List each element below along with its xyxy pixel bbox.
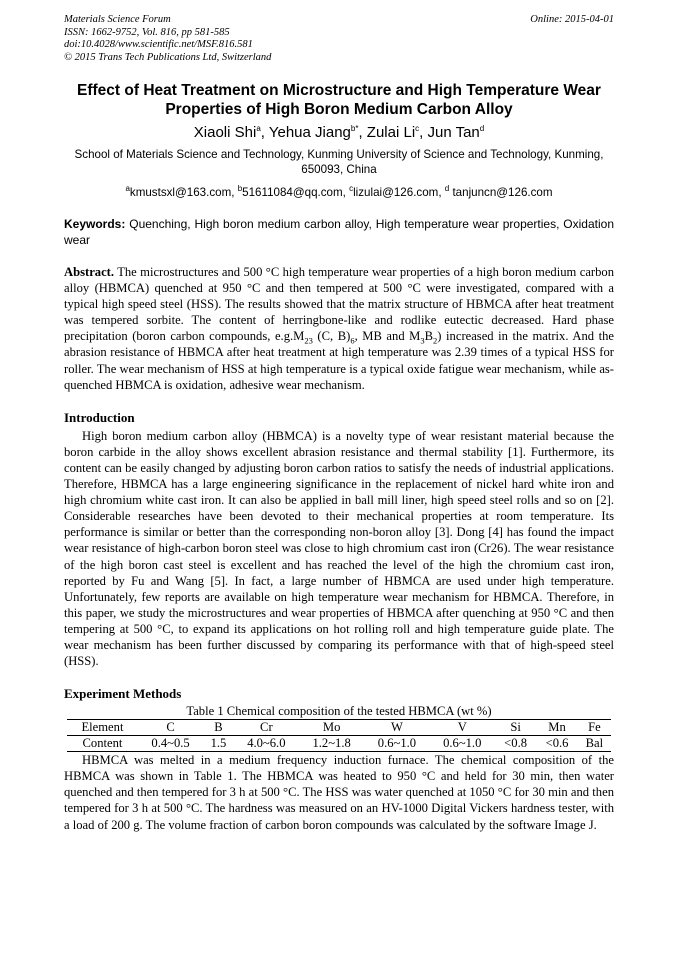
table-header-cell: Fe <box>588 720 601 735</box>
table-cell: 1.5 <box>210 736 227 751</box>
table-header-cell: W <box>391 720 403 735</box>
table-cell: Bal <box>585 736 604 751</box>
table-cell: <0.6 <box>545 736 569 751</box>
email[interactable]: $^c$lizulai@126.com, <box>349 184 445 199</box>
table-header-cell: Element <box>81 720 124 735</box>
keywords-label: Keywords: <box>64 217 126 231</box>
author: Jun Tan$^d$ <box>427 124 485 141</box>
issn-line: ISSN: 1662-9752, Vol. 816, pp 581-585 <box>64 26 230 38</box>
introduction-paragraph: High boron medium carbon alloy (HBMCA) is a novelty type of wear resistant material because the boron carbide in the alloy shows excellent abrasion resistance and thermal stability [1]. Furthermore, its content can be easily changed by adjusting boron carbon ratios to satisfy the needs of industrial applications. Therefore, HBMCA has a large engineering significance in the replacement of nickel hard white iron and high chromium white cast iron. It can also be applied in ball mill liner, high speed steel rolls and so on [2]. Considerable researches have been devoted to their mechanical properties at room temperature. Its performance is similar or better than the corresponding non-boron alloy [3]. Dong [4] has found the impact wear resistance of high-carbon boron steel was close to high chromium cast iron (Cr26). The wear resistance of the high boron cast steel is excellent and has reached the level of the high the chromium cast iron, reported by Fu and Wang [5]. In fact, a large number of HBMCA are used under high temperature. Unfortunately, few reports are available on high temperature wear mechanism for HBMCA. Therefore, in this paper, we study the microstructures and wear properties of HBMCA after quenching at 950 °C and then tempering at 500 °C, to expand its applications on hot rolling roll and high temperature guide plate. The wear mechanism has been further discussed by comparing its performance with that of high-speed steel (HSS). <box>64 428 614 669</box>
table-cell: 1.2~1.8 <box>312 736 351 751</box>
table-row <box>67 736 611 752</box>
table-header-cell: Si <box>510 720 521 735</box>
table-caption: Table 1 Chemical composition of the tested HBMCA (wt %) <box>186 704 492 719</box>
author-list <box>64 123 614 142</box>
affiliation: School of Materials Science and Technology, Kunming University of Science and Technology, Kunming, 650093, China <box>74 148 604 176</box>
table-cell: Content <box>82 736 123 751</box>
experiment-paragraph: HBMCA was melted in a medium frequency induction furnace. The chemical composition of the HBMCA was shown in Table 1. The HBMCA was heated to 950 °C and held for 30 min, then water quenched and then tempered for 3 h at 500 °C. The HSS was water quenched at 1050 °C for 30 min and then tempered for 3 h at 500 °C. The hardness was measured on an HV-1000 Digital Vickers hardness tester, with a load of 200 g. The volume fraction of carbon boron compounds was calculated by the software Image J. <box>64 753 614 832</box>
table-header-cell: C <box>166 720 175 735</box>
online-date: Online: 2015-04-01 <box>530 14 614 25</box>
table-cell: <0.8 <box>504 736 528 751</box>
table-header-cell: B <box>214 720 223 735</box>
paper-title: Effect of Heat Treatment on Microstructure and High Temperature Wear Properties of High Boron Medium Carbon Alloy <box>77 82 601 118</box>
email[interactable]: $^b$51611084@qq.com, <box>237 184 350 199</box>
table-cell: 0.6~1.0 <box>377 736 417 751</box>
journal-name: Materials Science Forum <box>64 14 171 25</box>
journal-header <box>64 14 614 64</box>
copyright-line: © 2015 Trans Tech Publications Ltd, Switzerland <box>64 51 272 63</box>
keywords-text: Quenching, High boron medium carbon alloy, High temperature wear properties, Oxidation wear <box>64 217 614 247</box>
abstract: Abstract. The microstructures and 500 °C high temperature wear properties of a high boron medium carbon alloy (HBMCA) quenched at 950 °C and then tempered at 500 °C were investigated, compared with a typical high speed steel (HSS). The results showed that the matrix structure of HBMCA after heat treatment was tempered sorbite. The content of herringbone-like and rodlike eutectic decreased. Hard phase precipitation (boron carbon compounds, $e.g.M_{23}$ (C, $B)_6$, MB and $M_3B_2$) increased in the matrix. And the abrasion resistance of HBMCA after heat treatment at high temperature was 2.39 times of a typical HSS for roller. The wear mechanism of HSS at high temperature is a typical oxide fatigue wear mechanism, while as-quenched HBMCA is oxidation, adhesive wear mechanism. <box>64 265 614 392</box>
author: Xiaoli Shi$^a$, <box>193 124 269 141</box>
abstract-label: Abstract. <box>64 265 115 279</box>
table-header-cell: Mo <box>322 720 341 735</box>
table-cell: 0.4~0.5 <box>151 736 190 751</box>
composition-table <box>67 719 611 752</box>
doi-line[interactable]: doi:10.4028/www.scientific.net/MSF.816.581 <box>64 39 253 50</box>
introduction-heading: Introduction <box>64 409 135 425</box>
table-header-cell: Mn <box>548 720 566 735</box>
author: Yehua Jiang$^{b*}$, <box>268 124 367 141</box>
paper-page <box>64 14 614 833</box>
table-cell: 0.6~1.0 <box>443 736 482 751</box>
experiment-heading: Experiment Methods <box>64 686 182 702</box>
table-header-row <box>67 720 611 736</box>
email-list <box>64 185 614 200</box>
table-cell: 4.0~6.0 <box>247 736 286 751</box>
table-header-cell: V <box>457 720 467 735</box>
email[interactable]: $^a$kmustsxl@163.com, <box>125 184 238 199</box>
author: Zulai Li$^c$, <box>366 124 428 141</box>
email[interactable]: $^d$ tanjuncn@126.com <box>444 184 553 199</box>
table-header-cell: Cr <box>260 720 273 735</box>
keywords <box>64 216 614 248</box>
